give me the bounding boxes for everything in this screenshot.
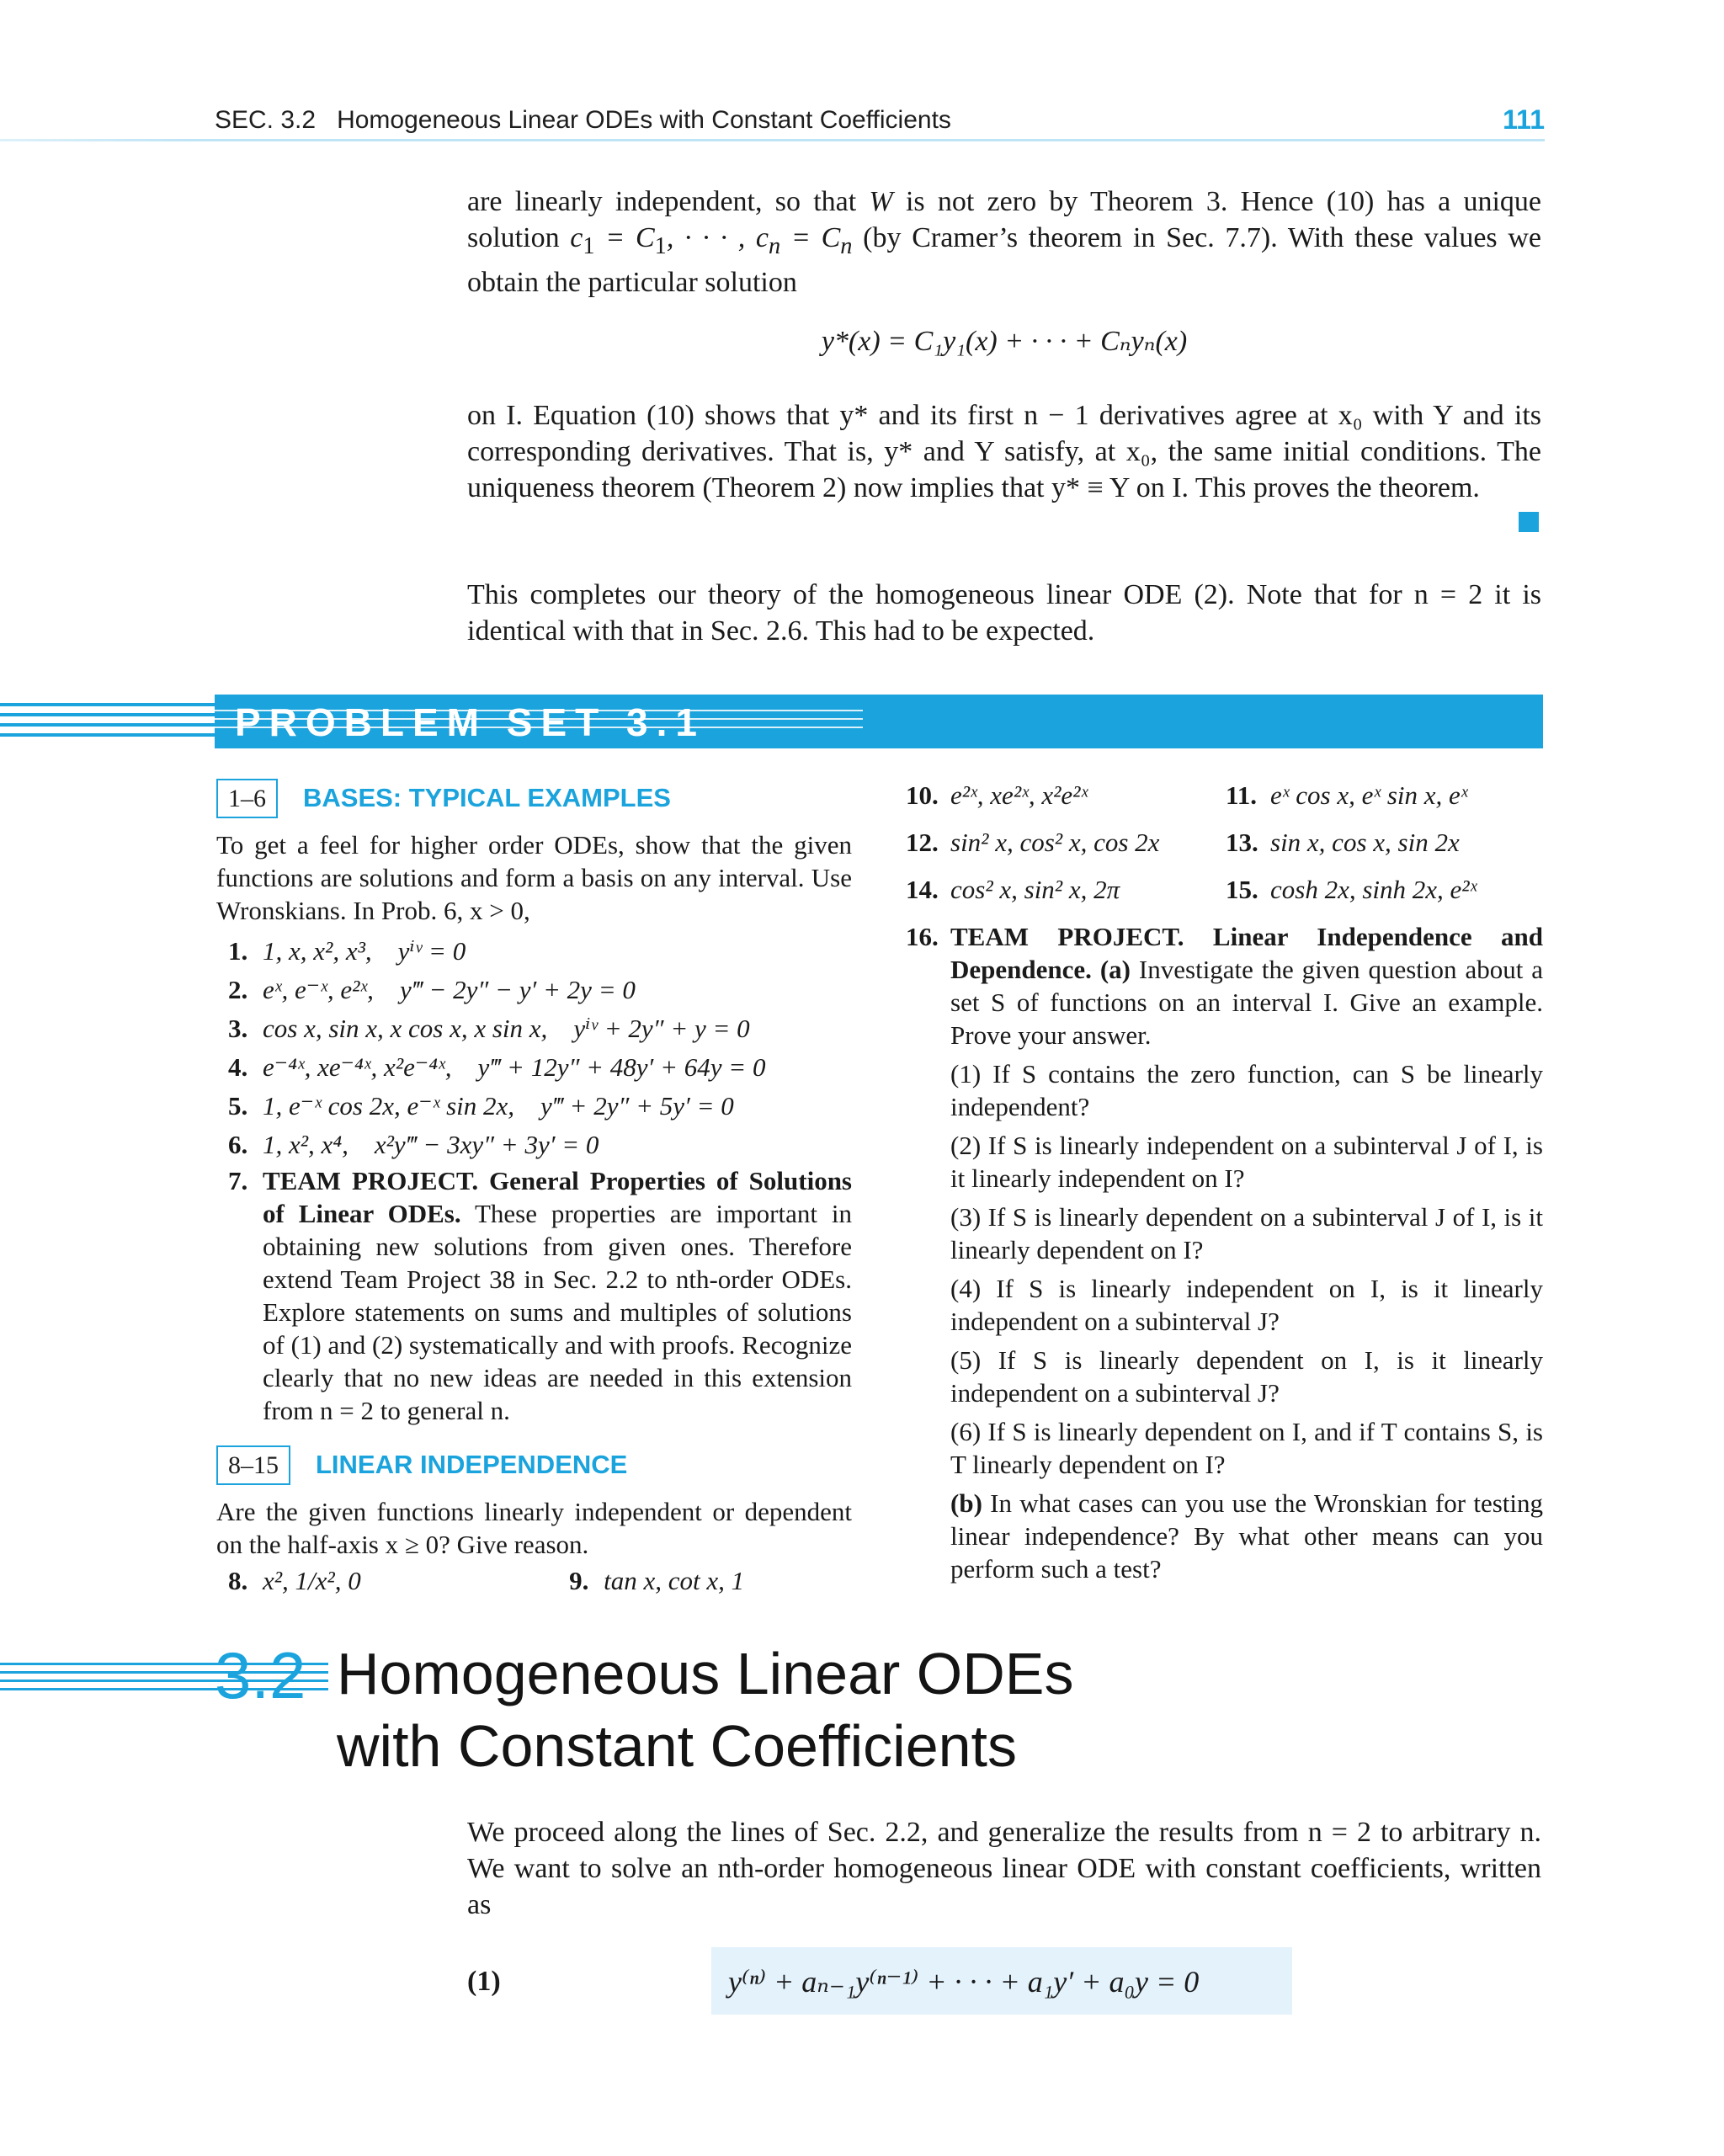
group-heading-bases [216,779,852,818]
problem-range-box: 8–15 [216,1445,290,1485]
problem-column-left [216,779,852,1597]
group-heading: BASES: TYPICAL EXAMPLES [303,783,671,812]
end-of-proof-square [1519,512,1539,532]
problem-item: 11. eˣ cos x, eˣ sin x, eˣ [1226,780,1468,810]
problem-row-8-9 [216,1564,852,1597]
problem-set-banner [215,695,1543,748]
question-item: (1) If S contains the zero function, can S be linearly independent? [950,1059,1543,1121]
ode-equation: y⁽ⁿ⁾ + aₙ₋₁y⁽ⁿ⁻¹⁾ + · · · + a₁y′ + a₀y = 0 [728,1965,1200,1999]
problem-item: 8. x², 1/x², 0 [228,1566,361,1595]
problem-item: 9. tan x, cot x, 1 [569,1566,745,1595]
group-instructions: To get a feel for higher order ODEs, show that the given functions are solutions and form a basis on any interval. Use Wronskians. In Prob. 6, x > 0, [216,830,852,925]
problem-item: 4. e⁻⁴ˣ, xe⁻⁴ˣ, x²e⁻⁴ˣ, y‴ + 12y″ + 48y′ + 64y = 0 [228,1052,766,1082]
problem-set-title: PROBLEM SET 3.1 [235,700,705,744]
running-header-title: SEC. 3.2 Homogeneous Linear ODEs with Constant Coefficients [215,106,951,134]
group-heading: LINEAR INDEPENDENCE [316,1450,628,1479]
problem-item: 10. e²ˣ, xe²ˣ, x²e²ˣ [906,780,1088,810]
page-number: 111 [1503,104,1545,135]
equation-label: (1) [467,1966,501,1997]
problem-item: 14. cos² x, sin² x, 2π [906,875,1120,904]
banner-lead-lines [0,703,219,753]
problem-item: 6. 1, x², x⁴, x²y‴ − 3xy″ + 3y′ = 0 [228,1130,599,1159]
problem-item: 5. 1, e⁻ˣ cos 2x, e⁻ˣ sin 2x, y‴ + 2y″ + 5y′ = 0 [228,1091,734,1121]
question-item: (5) If S is linearly dependent on I, is it linearly independent on a subinterval J? [950,1345,1543,1408]
problem-item: 12. sin² x, cos² x, cos 2x [906,828,1160,857]
particular-solution-equation: y*(x) = C₁y₁(x) + · · · + Cₙyₙ(x) [821,326,1188,357]
header-rule [0,139,1545,141]
question-item: (2) If S is linearly independent on a subinterval J of I, is it linearly independent on I? [950,1131,1543,1193]
problem-range-box: 1–6 [216,779,278,818]
problem-7: 7. TEAM PROJECT. General Properties of Solutions of Linear ODEs. These properties are important in obtaining new solutions from given ones. Therefore extend Team Project 38 in Sec. 2.2 to nth-order ODEs. Explore statements on sums and multiples of solutions of (1) and (2) systematically and with proofs. Recognize clearly that no new ideas are needed in this extension from n = 2 to general n. [228,1166,852,1425]
group-instructions: Are the given functions linearly independent or dependent on the half-axis x ≥ 0? Give reason. [216,1497,852,1559]
section-title: Homogeneous Linear ODEs with Constant Coefficients [337,1641,1074,1779]
proof-paragraph: are linearly independent, so that W is not zero by Theorem 3. Hence (10) has a unique solution $c_1 = C_1$, · · · , $c_n = C_n$ (by Cramer’s theorem in Sec. 7.7). With these values we obtain the particular solution [467,186,1542,298]
problem-item: 2. eˣ, e⁻ˣ, e²ˣ, y‴ − 2y″ − y′ + 2y = 0 [228,975,636,1004]
question-item: (6) If S is linearly dependent on I, and if T contains S, is T linearly dependent on I? [950,1417,1543,1479]
closing-paragraph: This completes our theory of the homogeneous linear ODE (2). Note that for n = 2 it is identical with that in Sec. 2.6. This had to be expected. [467,579,1541,647]
problem-16: 16. TEAM PROJECT. Linear Independence and Dependence. (a) Investigate the given question about a set S of functions on an interval I. Give an example. Prove your answer. (1) If S contains the zero function, can S be linearly independent? (2) If S is linearly independent on a subinterval J of I, is it linearly independent on I? (3) If S is linearly dependent on a subinterval J of I, is it linearly dependent on I? (4) If S is linearly independent on I, is it linearly independent on a subinterval J? (5) If S is linearly dependent on I, is it linearly independent on a subinterval J? (6) If S is linearly dependent on I, and if T contains S, is T linearly dependent on I? (b) In what cases can you use the Wronskian for testing linear independence? By what other means can you perform such a test? [906,922,1543,1584]
problem-grid-10-15 [906,779,1543,906]
problem-item: 15. cosh 2x, sinh 2x, e²ˣ [1226,875,1477,904]
group-heading-linear-independence [216,1445,852,1485]
question-item: (4) If S is linearly independent on I, is it linearly independent on a subinterval J? [950,1274,1543,1336]
problem-column-right [906,779,1543,1591]
section-intro-paragraph: We proceed along the lines of Sec. 2.2, and generalize the results from n = 2 to arbitrary n. We want to solve an nth-order homogeneous linear ODE with constant coefficients, written as [467,1817,1541,1920]
problem-item: 1. 1, x, x², x³, yⁱᵛ = 0 [228,936,466,966]
problem-item: 13. sin x, cos x, sin 2x [1226,828,1460,857]
problem-item: 3. cos x, sin x, x cos x, x sin x, yⁱᵛ + 2y″ + y = 0 [228,1014,750,1043]
question-item: (3) If S is linearly dependent on a subinterval J of I, is it linearly dependent on I? [950,1202,1543,1264]
proof-conclusion: on I. Equation (10) shows that y* and its first n − 1 derivatives agree at x₀ with Y and its corresponding derivatives. That is, y* and Y satisfy, at x₀, the same initial conditions. The uniqueness theorem (Theorem 2) now implies that y* ≡ Y on I. This proves the theorem. [467,400,1541,503]
problem-list-1-6 [216,932,852,1164]
section-number: 3.2 [215,1638,306,1712]
running-header [215,103,1545,141]
